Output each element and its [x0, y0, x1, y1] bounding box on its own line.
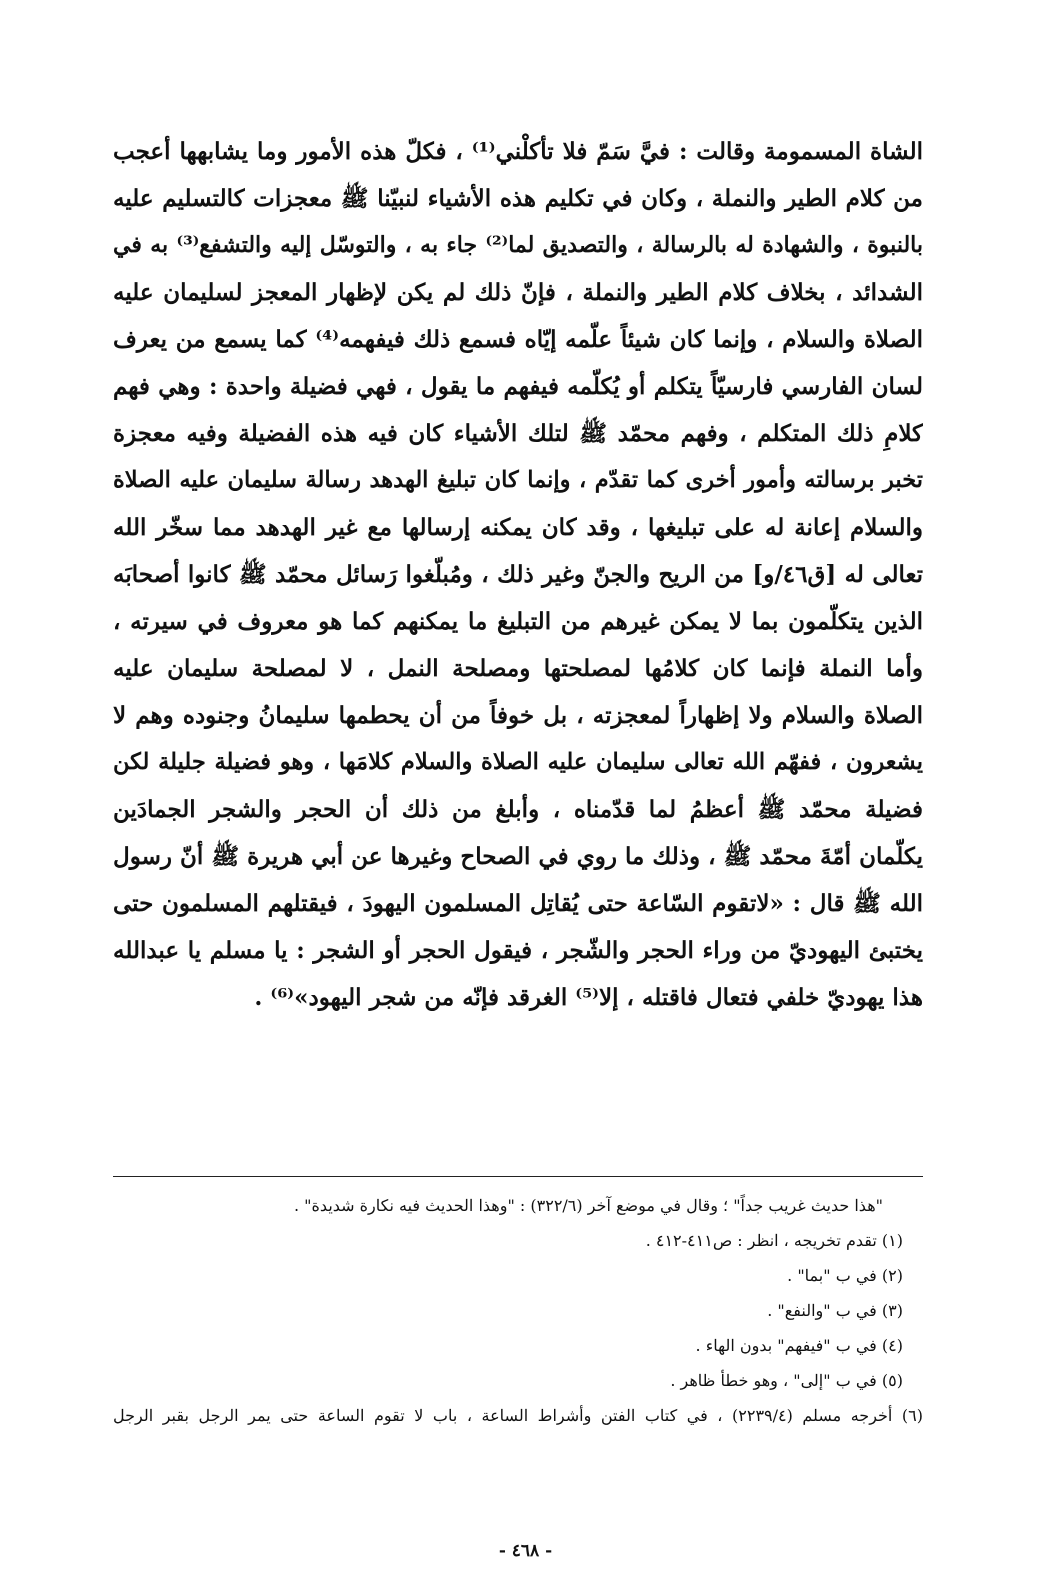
page-number: - ٤٦٨ - — [498, 1541, 553, 1561]
footnote-3: (٣) في ب "والنفع" . — [767, 1301, 903, 1320]
footnote-6: (٦) أخرجه مسلم (٢٢٣٩/٤) ، في كتاب الفتن وأشراط الساعة ، باب لا تقوم الساعة حتى يمر الرجل بقبر الرجل — [113, 1406, 923, 1425]
footnotes-block — [113, 1188, 923, 1433]
text-line: يشعرون ، ففهّم الله تعالى سليمان عليه الصلاة والسلام كلامَها ، وهو فضيلة جليلة لكن — [113, 749, 923, 775]
text-line: الذين يتكلّمون بما لا يمكن غيرهم من التبليغ ما يمكنهم كما هو معروف في سيرته ، — [113, 608, 923, 635]
text-line-last: هذا يهوديّ خلفي فتعال فاقتله ، إلا⁽⁵⁾ الغرقد فإنّه من شجر اليهود»⁽⁶⁾ . — [254, 984, 923, 1011]
text-line: الصلاة والسلام ولا إظهاراً لمعجزته ، بل خوفاً من أن يحطمها سليمانُ وجنوده وهم لا — [113, 702, 923, 729]
text-line: وأما النملة فإنما كان كلامُها لمصلحتها ومصلحة النمل ، لا لمصلحة سليمان عليه — [113, 655, 923, 682]
text-line: بالنبوة ، والشهادة له بالرسالة ، والتصديق لما⁽²⁾ جاء به ، والتوسّل إليه والتشفع⁽³⁾ به في — [113, 232, 923, 258]
footnote-1: (١) تقدم تخريجه ، انظر : ص٤١١-٤١٢ . — [645, 1231, 903, 1250]
text-line: لسان الفارسي فارسيّاً يتكلم أو يُكلّمه فيفهم ما يقول ، فهي فضيلة واحدة : وهي فهم — [113, 373, 923, 400]
text-line: تعالى له [ق٤٦/و] من الريح والجنّ وغير ذلك ، ومُبلّغوا رَسائل محمّد ﷺ كانوا أصحابَه — [113, 561, 923, 588]
text-line: الله ﷺ قال : «لاتقوم السّاعة حتى يُقاتِل المسلمون اليهودَ ، فيقتلهم المسلمون حتى — [113, 890, 923, 917]
text-line: كلامِ ذلك المتكلم ، وفهم محمّد ﷺ لتلك الأشياء كان فيه هذه الفضيلة وفيه معجزة — [113, 420, 923, 447]
text-line: فضيلة محمّد ﷺ أعظمُ لما قدّمناه ، وأبلغ من ذلك أن الحجر والشجر الجمادَين — [113, 796, 923, 823]
footnote-separator — [113, 1176, 923, 1177]
text-line: تخبر برسالته وأمور أخرى كما تقدّم ، وإنما كان تبليغ الهدهد رسالة سليمان عليه الصلاة — [113, 467, 923, 493]
footnote-5: (٥) في ب "إلى" ، وهو خطأ ظاهر . — [670, 1371, 903, 1390]
footnote-4: (٤) في ب "فيفهم" بدون الهاء . — [695, 1336, 903, 1355]
footnote-2: (٢) في ب "بما" . — [787, 1266, 903, 1285]
text-line: من كلام الطير والنملة ، وكان في تكليم هذه الأشياء لنبيّنا ﷺ معجزات كالتسليم عليه — [113, 185, 923, 212]
text-line: يختبئ اليهوديّ من وراء الحجر والشّجر ، فيقول الحجر أو الشجر : يا مسلم يا عبدالله — [113, 937, 923, 964]
text-line: الشاة المسمومة وقالت : فيَّ سَمّ فلا تأكلْني⁽¹⁾ ، فكلّ هذه الأمور وما يشابهها أعجب — [113, 138, 923, 165]
text-line: يكلّمان أمّةَ محمّد ﷺ ، وذلك ما روي في الصحاح وغيرها عن أبي هريرة ﷺ أنّ رسول — [113, 843, 923, 870]
text-line: والسلام إعانة له على تبليغها ، وقد كان يمكنه إرسالها مع غير الهدهد مما سخّر الله — [113, 514, 923, 541]
footnote-continuation: "هذا حديث غريب جداً" ؛ وقال في موضع آخر (٣٢٢/٦) : "وهذا الحديث فيه نكارة شديدة" . — [294, 1196, 883, 1215]
main-text-block — [113, 128, 923, 1021]
text-line: الشدائد ، بخلاف كلام الطير والنملة ، فإنّ ذلك لم يكن لإظهار المعجز لسليمان عليه — [113, 279, 923, 306]
text-line: الصلاة والسلام ، وإنما كان شيئاً علّمه إيّاه فسمع ذلك فيفهمه⁽⁴⁾ كما يسمع من يعرف — [113, 326, 923, 353]
